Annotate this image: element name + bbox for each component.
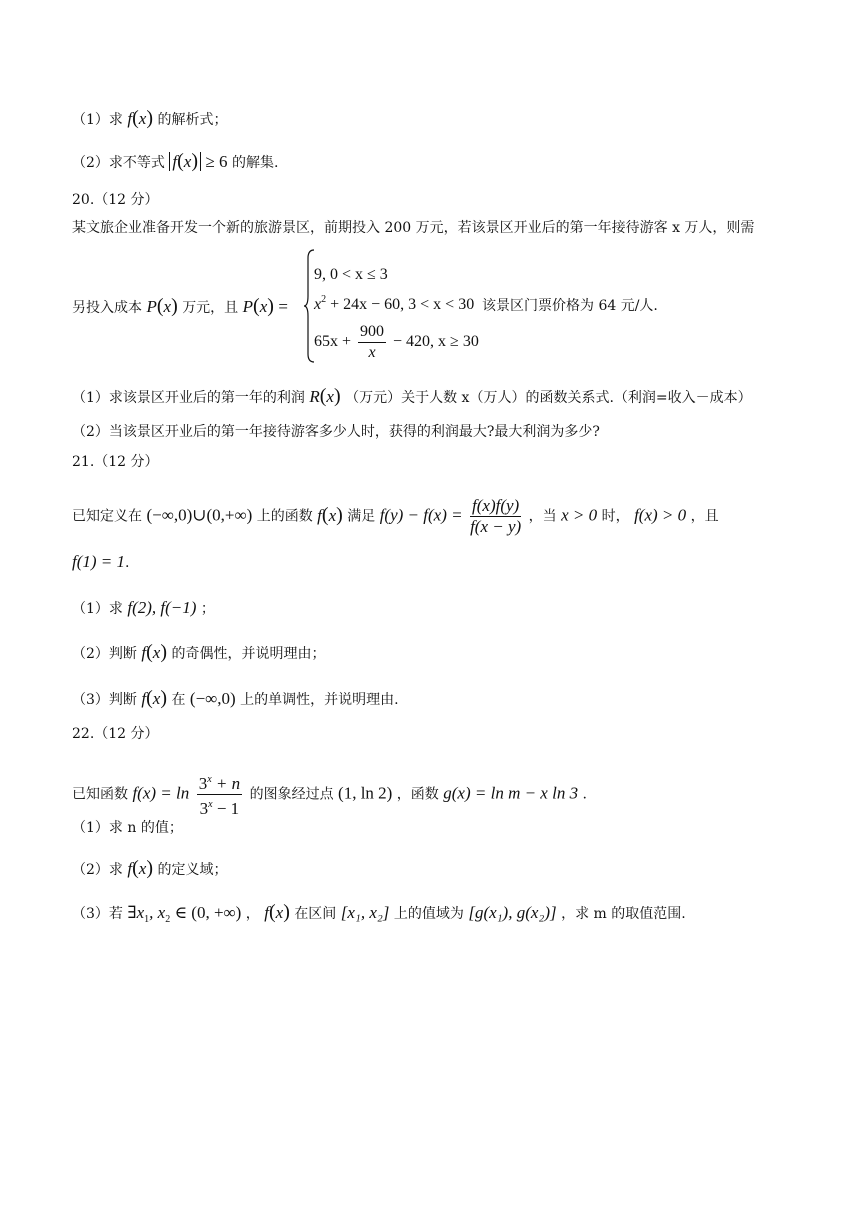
px-expr: P(x): [146, 295, 178, 317]
functional-equation-fraction: $\frac{f(x)f(y)}{f(x - y)}$: [470, 496, 522, 536]
q22-part-2: （2）求 f(x) 的定义域；: [72, 857, 228, 879]
q21-part-3: （3）判断 f(x) 在 (−∞,0) 上的单调性，并说明理由.: [72, 687, 399, 709]
fx-expr: f(x): [264, 901, 290, 923]
fx-expr: f(x): [141, 687, 167, 709]
q21-header: 21.（12 分）: [72, 454, 159, 470]
px-expr-2: P(x): [242, 295, 274, 317]
q22-part-1: （1）求 n 的值；: [72, 820, 183, 836]
case-1: 9, 0 < x ≤ 3: [314, 266, 388, 283]
fx-expr: f(x): [317, 503, 343, 526]
case-3: 65x + $\frac{900}{x}$ − 420, x ≥ 30: [314, 323, 479, 361]
q22-header: 22.（12 分）: [72, 726, 159, 742]
q21-part-2: （2）判断 f(x) 的奇偶性，并说明理由；: [72, 641, 326, 663]
log-fraction: $\frac{3^x + n}{3^x - 1}$: [197, 770, 242, 819]
q20-header: 20.（12 分）: [72, 192, 159, 208]
fx-expr: f(x): [127, 857, 153, 879]
q22-part-3: （3）若 $\exists x_1$, $x_2$ ∈ (0, +∞) ， f(x) 在区间 [x₁, x₂] 上的值域为 [g(x₁), g(x₂)] ，求 m 的取值范围.: [72, 901, 686, 925]
case-2: $x^2 + 24x - 60$, 3 < x < 30: [314, 294, 475, 313]
abs-fx: f(x): [169, 152, 201, 171]
q20-part-1: （1）求该景区开业后的第一年的利润 R(x) （万元）关于人数 x（万人）的函数关系式.（利润=收入－成本）: [72, 385, 752, 407]
q20-intro: 某文旅企业准备开发一个新的旅游景区，前期投入 200 万元，若该景区开业后的第一年接待游客 x 万人，则需: [72, 220, 755, 236]
fx-expr: f(x): [127, 107, 153, 129]
q21-part-1: （1）求 f(2), f(−1) ；: [72, 598, 215, 617]
q19-part-2: （2）求不等式 f(x) ≥ 6 的解集.: [72, 150, 279, 172]
q21-intro: 已知定义在 (−∞,0)∪(0,+∞) 上的函数 f(x) 满足 f(y) − f(x) = $\frac{f(x)f(y)}{f(x - y)}$ ，当 x > 0 时， f(x) > 0 ，且: [72, 496, 719, 536]
q21-f1: f(1) = 1.: [72, 552, 130, 571]
q20-part-2: （2）当该景区开业后的第一年接待游客多少人时，获得的利润最大?最大利润为多少?: [72, 424, 600, 440]
fx-expr: f(x): [141, 641, 167, 663]
q20-price: 该景区门票价格为 64 元/人.: [482, 298, 658, 314]
q19-part-1: （1）求 f(x) 的解析式；: [72, 107, 228, 129]
case3-fraction: $\frac{900}{x}$: [360, 323, 385, 361]
q22-intro: 已知函数 f(x) = ln $\frac{3^x + n}{3^x - 1}$ 的图象经过点 (1, ln 2) ，函数 g(x) = ln m − x ln 3 .: [72, 770, 587, 819]
rx-expr: R(x): [309, 385, 341, 407]
q20-cost-line: 另投入成本 P(x) 万元，且 P(x) =: [72, 295, 288, 317]
